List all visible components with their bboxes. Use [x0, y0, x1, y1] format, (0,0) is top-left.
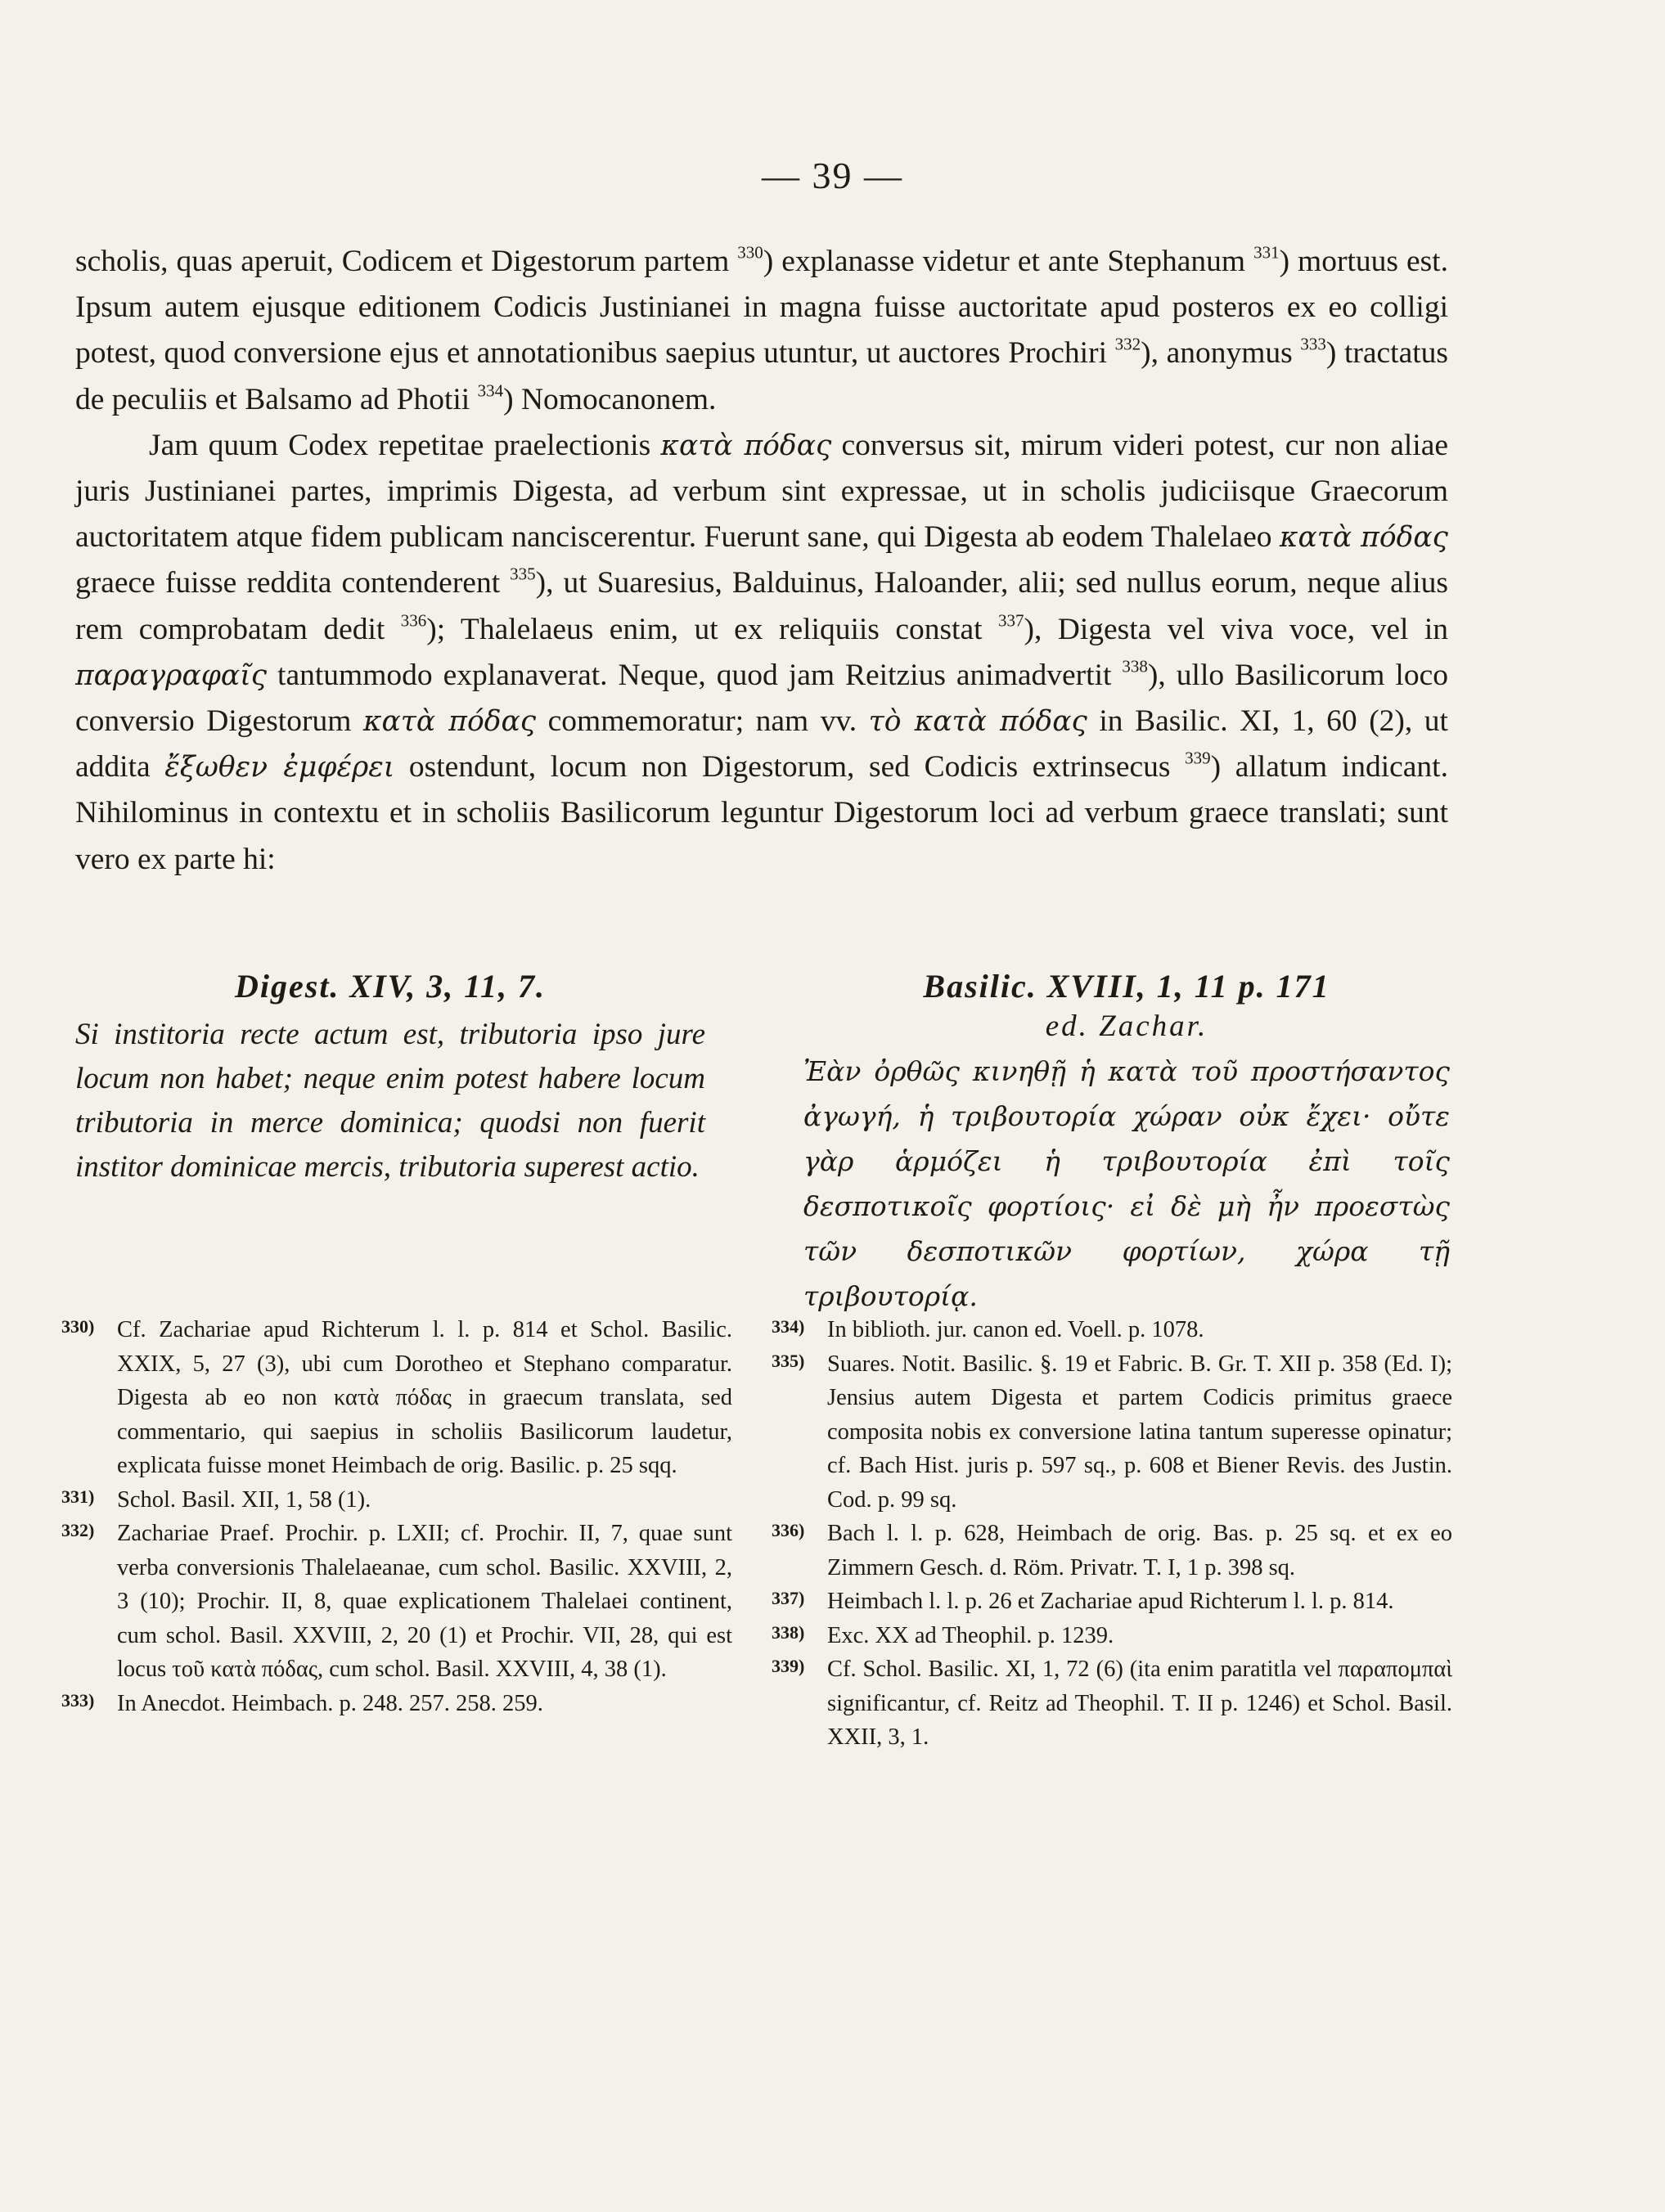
- text-run: tantummodo explanaverat. Neque, quod jam Reitzius animadvertit: [267, 658, 1123, 692]
- footnote-number: 337): [772, 1588, 805, 1608]
- greek-phrase: κατὰ πόδας: [660, 429, 832, 462]
- footnote-text: Exc. XX ad Theophil. p. 1239.: [827, 1622, 1114, 1648]
- basilic-column: [803, 965, 1450, 1319]
- footnote-text: In Anecdot. Heimbach. p. 248. 257. 258. 259.: [117, 1690, 543, 1716]
- footnote-text: Cf. Zachariae apud Richterum l. l. p. 814 et Schol. Basilic. XXIX, 5, 27 (3), ubi cum Dorotheo et Stephano comparatur. Digesta ab eo non κατὰ πόδας in graecum translata, sed commentario, qui saepius in scholiis Basilicorum laudetur, explicata fuisse monet Heimbach de orig. Basilic. p. 25 sqq.: [117, 1317, 732, 1478]
- greek-phrase: ἔξωθεν ἐμφέρει: [164, 751, 395, 785]
- footnote-text: Cf. Schol. Basilic. XI, 1, 72 (6) (ita enim paratitla vel παραπομπαὶ significantur, cf. Reitz ad Theophil. T. II p. 1246) et Schol. Basil. XXII, 3, 1.: [827, 1657, 1452, 1750]
- footnote-number: 335): [772, 1350, 805, 1371]
- text-run: scholis, quas aperuit, Codicem et Digestorum partem: [75, 245, 738, 278]
- main-text: [75, 239, 1448, 883]
- text-run: ) mortuus est. Ipsum autem ejusque editionem Codicis Justinianei in magna fuisse auctoritate apud posteros ex eo colligi potest, quod conversione ejus et annotationibus saepius utuntur, ut auctores Prochiri: [75, 245, 1448, 371]
- text-run: ); Thalelaeus enim, ut ex reliquiis constat: [426, 612, 998, 646]
- footnote-ref: 337: [997, 609, 1024, 630]
- footnote: [61, 1517, 732, 1687]
- footnote: [772, 1517, 1452, 1585]
- footnote-text: Schol. Basil. XII, 1, 58 (1).: [117, 1486, 371, 1513]
- footnote-number: 336): [772, 1520, 805, 1540]
- page-number-header: — 39 —: [762, 155, 903, 196]
- footnote-ref: 333: [1300, 334, 1326, 354]
- footnote-number: 331): [61, 1486, 95, 1507]
- paragraph-2: [75, 423, 1448, 883]
- footnote-ref: 332: [1114, 334, 1141, 354]
- text-run: in Basilic. XI, 1, 60 (2), ut addita: [75, 704, 1448, 785]
- footnote-number: 333): [61, 1689, 95, 1711]
- footnote: [772, 1652, 1452, 1755]
- footnote-number: 338): [772, 1621, 805, 1643]
- basilic-heading: Basilic. XVIII, 1, 11 p. 171: [923, 968, 1330, 1005]
- text-run: ) explanasse videtur et ante Stephanum: [763, 245, 1254, 278]
- paragraph-1: [75, 239, 1448, 423]
- basilic-text: Ἐὰν ὀρθῶς κινηθῇ ἡ κατὰ τοῦ προστήσαντος ἀγωγή, ἡ τριβουτορία χώραν οὐκ ἔχει· οὔτε γὰρ ἁρμόζει ἡ τριβουτορία ἐπὶ τοῖς δεσποτικοῖς φορτίοις· εἰ δὲ μὴ ἦν προεστὼς τῶν δεσποτικῶν φορτίων, χώρα τῇ τριβουτορίᾳ.: [803, 1055, 1450, 1312]
- parallel-columns: [75, 965, 1450, 1312]
- footnote: [772, 1619, 1452, 1653]
- footnote: [61, 1483, 732, 1517]
- footnote: [61, 1313, 732, 1483]
- footnote-number: 334): [772, 1316, 805, 1337]
- text-run: graece fuisse reddita contenderent: [75, 566, 511, 600]
- footnote: [772, 1585, 1452, 1619]
- basilic-subheading: ed. Zachar.: [1045, 1009, 1208, 1043]
- text-run: commemoratur; nam vv.: [536, 704, 869, 739]
- footnote-text: Suares. Notit. Basilic. §. 19 et Fabric. B. Gr. T. XII p. 358 (Ed. I); Jensius autem Digesta et partem Codicis primitus graece composita nobis ex conversione latina tantum superesse opinatur; cf. Bach Hist. juris p. 597 sq., p. 608 et Biener Revis. des Justin. Cod. p. 99 sq.: [827, 1351, 1452, 1513]
- text-run: Jam quum Codex repetitae praelectionis: [149, 428, 661, 462]
- text-run: ) allatum indicant. Nihilominus in contextu et in scholiis Basilicorum leguntur Digestorum loci ad verbum graece translati; sunt vero ex parte hi:: [75, 750, 1448, 876]
- text-run: ) tractatus de peculiis et Balsamo ad Photii: [75, 336, 1448, 416]
- text-run: ), ullo Basilicorum loco conversio Digestorum: [75, 658, 1448, 739]
- text-run: ), ut Suaresius, Balduinus, Haloander, alii; sed nullus eorum, neque alius rem comprobatam dedit: [75, 566, 1448, 646]
- footnote-ref: 330: [737, 242, 763, 263]
- footnote: [61, 1687, 732, 1721]
- footnote-ref: 338: [1122, 656, 1148, 677]
- footnote-ref: 339: [1185, 748, 1211, 768]
- digest-column: [75, 965, 705, 1189]
- footnote-text: Zachariae Praef. Prochir. p. LXII; cf. Prochir. II, 7, quae sunt verba conversionis Thalelaeanae, cum schol. Basilic. XXVIII, 2, 3 (10); Prochir. II, 8, quae explicationem Thalelaei continent, cum schol. Basil. XXVIII, 2, 20 (1) et Prochir. VII, 28, qui est locus τοῦ κατὰ πόδας, cum schol. Basil. XXVIII, 4, 38 (1).: [117, 1521, 732, 1682]
- digest-text: Si institoria recte actum est, tributoria ipso jure locum non habet; neque enim potest habere locum tributoria in merce dominica; quodsi non fuerit institor dominicae mercis, tributoria superest actio.: [75, 1018, 705, 1184]
- text-run: ), Digesta vel viva voce, vel in: [1024, 612, 1449, 646]
- greek-phrase: τὸ κατὰ πόδας: [868, 705, 1087, 739]
- text-run: ) Nomocanonem.: [503, 382, 717, 416]
- footnote-ref: 336: [400, 609, 427, 630]
- footnote: [772, 1313, 1452, 1347]
- footnote-text: In biblioth. jur. canon ed. Voell. p. 1078.: [827, 1317, 1204, 1342]
- footnotes-right: [772, 1313, 1452, 1755]
- text-run: ), anonymus: [1141, 336, 1301, 371]
- greek-phrase: κατὰ πόδας: [1279, 521, 1448, 555]
- footnote-number: 330): [61, 1316, 95, 1337]
- greek-phrase: κατὰ πόδας: [362, 705, 537, 739]
- footnote-ref: 335: [510, 564, 536, 584]
- footnote-number: 332): [61, 1520, 95, 1540]
- text-run: conversus sit, mirum videri potest, cur non aliae juris Justinianei partes, imprimis Digesta, ad verbum sint expressae, ut in scholis judiciisque Graecorum auctoritatem atque fidem publicam nanciscerentur. Fuerunt sane, qui Digesta ab eodem Thalelaeo: [75, 428, 1449, 555]
- footnotes-left: [61, 1313, 732, 1720]
- footnote-number: 339): [772, 1656, 805, 1676]
- digest-heading: Digest. XIV, 3, 11, 7.: [235, 968, 546, 1005]
- greek-phrase: παραγραφαῖς: [75, 659, 268, 692]
- footnote-ref: 331: [1253, 242, 1280, 263]
- footnote: [772, 1347, 1452, 1517]
- text-run: ostendunt, locum non Digestorum, sed Codicis extrinsecus: [394, 750, 1186, 785]
- footnote-text: Heimbach l. l. p. 26 et Zachariae apud Richterum l. l. p. 814.: [827, 1589, 1394, 1614]
- footnote-text: Bach l. l. p. 628, Heimbach de orig. Bas. p. 25 sq. et ex eo Zimmern Gesch. d. Röm. Privatr. T. I, 1 p. 398 sq.: [827, 1521, 1452, 1580]
- footnote-ref: 334: [477, 380, 504, 400]
